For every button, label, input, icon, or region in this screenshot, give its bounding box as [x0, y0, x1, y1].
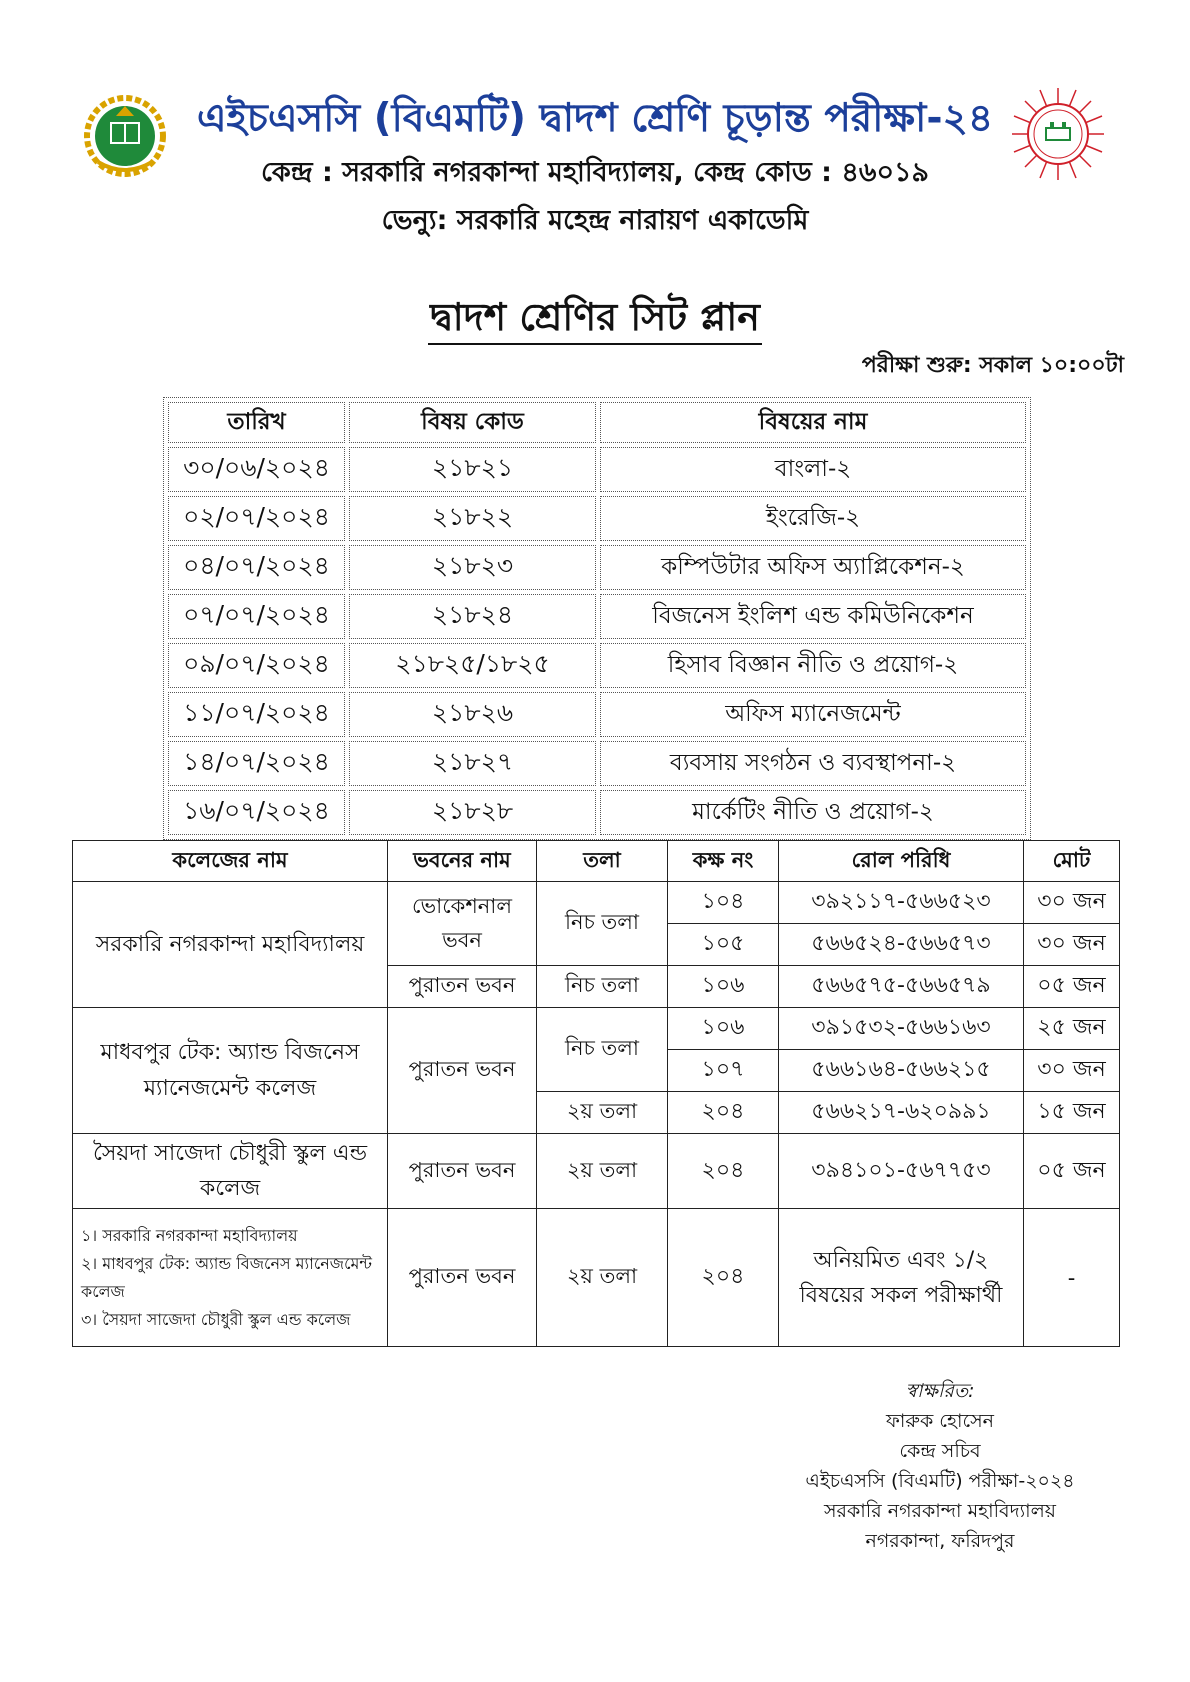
building-cell: পুরাতন ভবন — [388, 1134, 537, 1209]
venue-info: ভেন্যু: সরকারি মহেন্দ্র নারায়ণ একাডেমি — [381, 205, 809, 236]
code-cell: ২১৮২২ — [349, 496, 596, 541]
total-cell: ২৫ জন — [1024, 1008, 1120, 1050]
code-cell: ২১৮২৩ — [349, 545, 596, 590]
room-cell: ১০৭ — [668, 1050, 779, 1092]
date-cell: ০৯/০৭/২০২৪ — [168, 643, 345, 688]
education-board-emblem-icon — [82, 92, 168, 178]
room-cell: ১০৬ — [668, 1008, 779, 1050]
table-row — [73, 1134, 1120, 1209]
table-row — [168, 496, 1026, 541]
signed-label: স্বাক্ষরিত: — [905, 1380, 975, 1402]
header-roll-range: রোল পরিধি — [779, 841, 1024, 882]
total-cell: ১৫ জন — [1024, 1092, 1120, 1134]
table-row — [168, 790, 1026, 835]
floor-cell: ২য় তলা — [537, 1134, 668, 1209]
seat-plan-heading: দ্বাদশ শ্রেণির সিট প্লান — [0, 288, 1190, 352]
subject-cell: কম্পিউটার অফিস অ্যাপ্লিকেশন-২ — [600, 545, 1026, 590]
roll-range-cell: অনিয়মিত এবং ১/২ বিষয়ের সকল পরীক্ষার্থী — [779, 1209, 1024, 1347]
table-row — [73, 1209, 1120, 1347]
code-cell: ২১৮২৫/১৮২৫ — [349, 643, 596, 688]
building-cell: পুরাতন ভবন — [388, 1008, 537, 1134]
room-cell: ২০৪ — [668, 1134, 779, 1209]
exam-start-time: পরীক্ষা শুরু: সকাল ১০:০০টা — [861, 353, 1124, 378]
date-cell: ০৭/০৭/২০২৪ — [168, 594, 345, 639]
floor-cell: ২য় তলা — [537, 1209, 668, 1347]
signatory-name: ফারুক হোসেন — [885, 1410, 995, 1432]
table-row — [168, 741, 1026, 786]
signatory-location: নগরকান্দা, ফরিদপুর — [865, 1530, 1015, 1552]
floor-cell: ২য় তলা — [537, 1092, 668, 1134]
roll-range-cell: ৫৬৬৫৭৫-৫৬৬৫৭৯ — [779, 966, 1024, 1008]
subject-cell: অফিস ম্যানেজমেন্ট — [600, 692, 1026, 737]
table-row — [168, 545, 1026, 590]
subject-cell: ইংরেজি-২ — [600, 496, 1026, 541]
table-row — [73, 1008, 1120, 1050]
header-college: কলেজের নাম — [73, 841, 388, 882]
total-cell: - — [1024, 1209, 1120, 1347]
header-room: কক্ষ নং — [668, 841, 779, 882]
code-cell: ২১৮২৬ — [349, 692, 596, 737]
header-date: তারিখ — [168, 402, 345, 443]
roll-range-cell: ৩৯৪১০১-৫৬৭৭৫৩ — [779, 1134, 1024, 1209]
center-info: কেন্দ্র : সরকারি নগরকান্দা মহাবিদ্যালয়, কেন্দ্র কোড : ৪৬০১৯ — [260, 157, 930, 188]
room-cell: ১০৫ — [668, 924, 779, 966]
subject-cell: বাংলা-২ — [600, 447, 1026, 492]
table-row — [168, 643, 1026, 688]
date-cell: ০২/০৭/২০২৪ — [168, 496, 345, 541]
code-cell: ২১৮২১ — [349, 447, 596, 492]
floor-cell: নিচ তলা — [537, 966, 668, 1008]
roll-range-cell: ৩৯২১১৭-৫৬৬৫২৩ — [779, 882, 1024, 924]
building-cell: পুরাতন ভবন — [388, 966, 537, 1008]
college-name-cell: মাধবপুর টেক: অ্যান্ড বিজনেস ম্যানেজমেন্ট কলেজ — [73, 1008, 388, 1134]
date-cell: ১৪/০৭/২০২৪ — [168, 741, 345, 786]
total-cell: ০৫ জন — [1024, 1134, 1120, 1209]
code-cell: ২১৮২৪ — [349, 594, 596, 639]
subject-cell: হিসাব বিজ্ঞান নীতি ও প্রয়োগ-২ — [600, 643, 1026, 688]
table-row — [168, 692, 1026, 737]
table-row — [168, 447, 1026, 492]
subject-cell: ব্যবসায় সংগঠন ও ব্যবস্থাপনা-২ — [600, 741, 1026, 786]
room-cell: ১০৬ — [668, 966, 779, 1008]
building-cell: ভোকেশনাল ভবন — [388, 882, 537, 966]
room-cell: ২০৪ — [668, 1092, 779, 1134]
subject-cell: মার্কেটিং নীতি ও প্রয়োগ-২ — [600, 790, 1026, 835]
header-building: ভবনের নাম — [388, 841, 537, 882]
roll-range-cell: ৫৬৬১৬৪-৫৬৬২১৫ — [779, 1050, 1024, 1092]
building-cell: পুরাতন ভবন — [388, 1209, 537, 1347]
header-floor: তলা — [537, 841, 668, 882]
irregular-colleges-cell — [73, 1209, 388, 1347]
roll-range-cell: ৩৯১৫৩২-৫৬৬১৬৩ — [779, 1008, 1024, 1050]
total-cell: ৩০ জন — [1024, 882, 1120, 924]
table-row — [73, 882, 1120, 924]
date-cell: ১৬/০৭/২০২৪ — [168, 790, 345, 835]
signatory-designation: কেন্দ্র সচিব — [899, 1440, 981, 1462]
total-cell: ৩০ জন — [1024, 1050, 1120, 1092]
date-cell: ০৪/০৭/২০২৪ — [168, 545, 345, 590]
roll-range-cell: ৫৬৬৫২৪-৫৬৬৫৭৩ — [779, 924, 1024, 966]
floor-cell: নিচ তলা — [537, 1008, 668, 1092]
schedule-header-row — [168, 402, 1026, 443]
header-total: মোট — [1024, 841, 1120, 882]
date-cell: ৩০/০৬/২০২৪ — [168, 447, 345, 492]
irregular-college-1: ১। সরকারি নগরকান্দা মহাবিদ্যালয় — [81, 1225, 298, 1245]
signatory-exam: এইচএসসি (বিএমটি) পরীক্ষা-২০২৪ — [805, 1470, 1075, 1492]
date-cell: ১১/০৭/২০২৪ — [168, 692, 345, 737]
roll-range-cell: ৫৬৬২১৭-৬২০৯৯১ — [779, 1092, 1024, 1134]
floor-cell: নিচ তলা — [537, 882, 668, 966]
room-cell: ১০৪ — [668, 882, 779, 924]
room-cell: ২০৪ — [668, 1209, 779, 1347]
signatory-institution: সরকারি নগরকান্দা মহাবিদ্যালয় — [824, 1500, 1056, 1522]
total-cell: ৩০ জন — [1024, 924, 1120, 966]
header-subject-name: বিষয়ের নাম — [600, 402, 1026, 443]
college-name-cell: সৈয়দা সাজেদা চৌধুরী স্কুল এন্ড কলেজ — [73, 1134, 388, 1209]
subject-cell: বিজনেস ইংলিশ এন্ড কমিউনিকেশন — [600, 594, 1026, 639]
college-name-cell: সরকারি নগরকান্দা মহাবিদ্যালয় — [73, 882, 388, 1008]
seat-header-row — [73, 841, 1120, 882]
code-cell: ২১৮২৭ — [349, 741, 596, 786]
total-cell: ০৫ জন — [1024, 966, 1120, 1008]
signature-block — [720, 1376, 1160, 1556]
header-subject-code: বিষয় কোড — [349, 402, 596, 443]
table-row — [168, 594, 1026, 639]
seat-allocation-table — [72, 840, 1120, 1347]
exam-title: এইচএসসি (বিএমটি) দ্বাদশ শ্রেণি চূড়ান্ত পরীক্ষা-২৪ — [196, 96, 994, 141]
code-cell: ২১৮২৮ — [349, 790, 596, 835]
irregular-college-2: ২। মাধবপুর টেক: অ্যান্ড বিজনেস ম্যানেজমেন্ট কলেজ — [81, 1253, 373, 1301]
exam-schedule-table — [163, 397, 1031, 840]
irregular-college-3: ৩। সৈয়দা সাজেদা চৌধুরী স্কুল এন্ড কলেজ — [81, 1309, 351, 1329]
